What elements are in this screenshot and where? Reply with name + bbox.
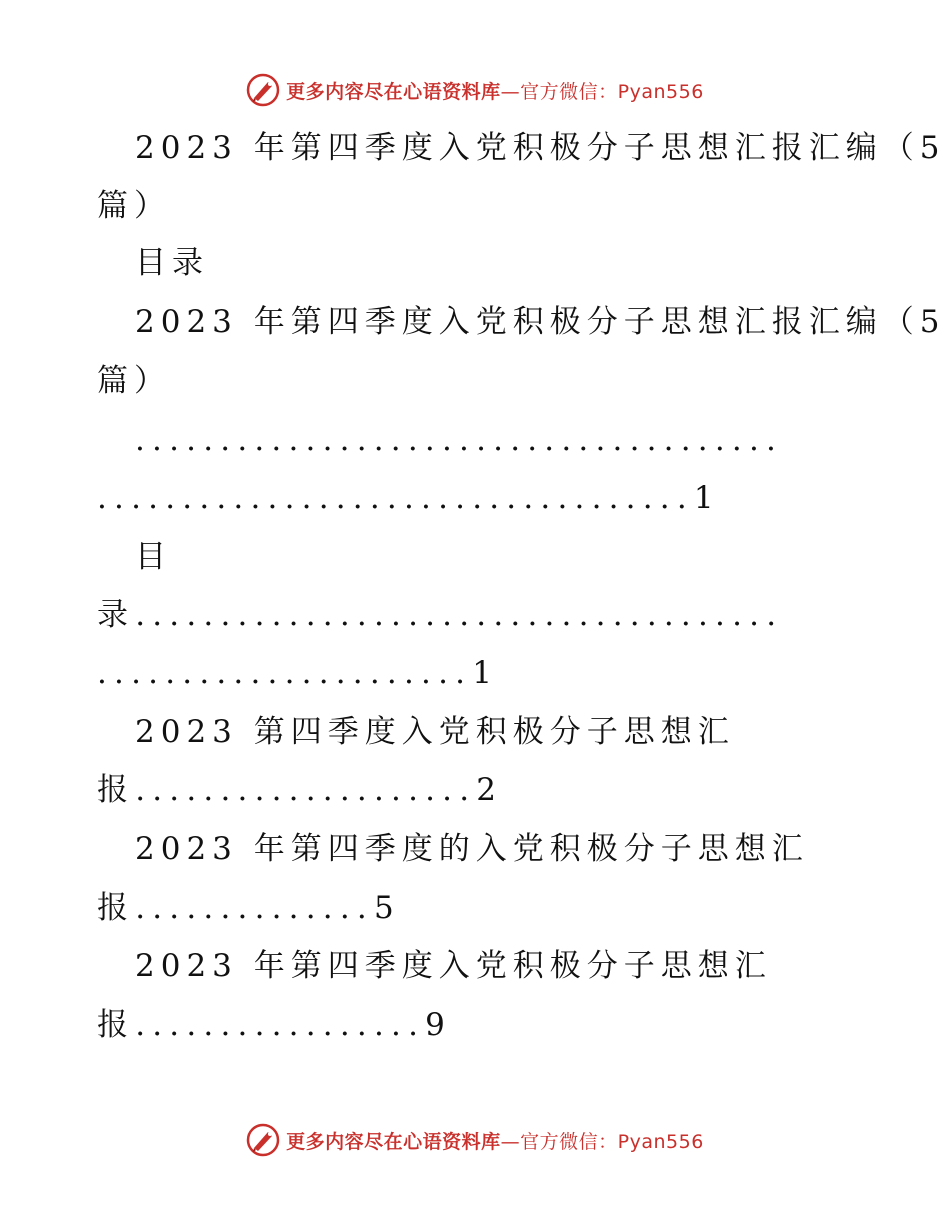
toc-entry-2-dots-page: ......................1 [97,655,500,691]
toc-entry-1-dots: ...................................... [135,422,784,458]
watermark-wechat-text: 官方微信：Pyan556 [520,1130,704,1153]
toc-entry-5-line1: 2023 年第四季度入党积极分子思想汇 [135,948,772,984]
watermark-main-text: 更多内容尽在心语资料库 [286,80,501,103]
pen-logo-icon [246,1123,280,1157]
watermark-main-text: 更多内容尽在心语资料库 [286,1130,501,1153]
document-title-line1: 2023 年第四季度入党积极分子思想汇报汇编（5 [135,130,946,166]
header-watermark-banner [0,70,950,110]
toc-heading: 目录 [135,245,209,281]
watermark-dash: — [500,1130,521,1153]
toc-entry-4-line1: 2023 年第四季度的入党积极分子思想汇 [135,831,809,867]
toc-entry-5-line2: 报.................9 [97,1007,453,1043]
pen-logo-icon [246,73,280,107]
toc-entry-1-line1: 2023 年第四季度入党积极分子思想汇报汇编（5 [135,304,946,340]
toc-entry-3-line1: 2023 第四季度入党积极分子思想汇 [135,714,735,750]
header-watermark-text [286,77,704,104]
footer-watermark-banner [0,1120,950,1160]
toc-entry-1-line2: 篇） [97,363,171,399]
footer-watermark-text [286,1127,704,1154]
toc-entry-3-line2: 报....................2 [97,772,504,808]
watermark-dash: — [500,80,521,103]
toc-entry-2-line2: 录...................................... [97,597,784,633]
toc-entry-1-dots-page: ...................................1 [97,480,721,516]
watermark-wechat-text: 官方微信：Pyan556 [520,80,704,103]
document-title-line2: 篇） [97,188,171,224]
toc-entry-4-line2: 报..............5 [97,890,401,926]
toc-entry-2-line1: 目 [135,539,172,575]
